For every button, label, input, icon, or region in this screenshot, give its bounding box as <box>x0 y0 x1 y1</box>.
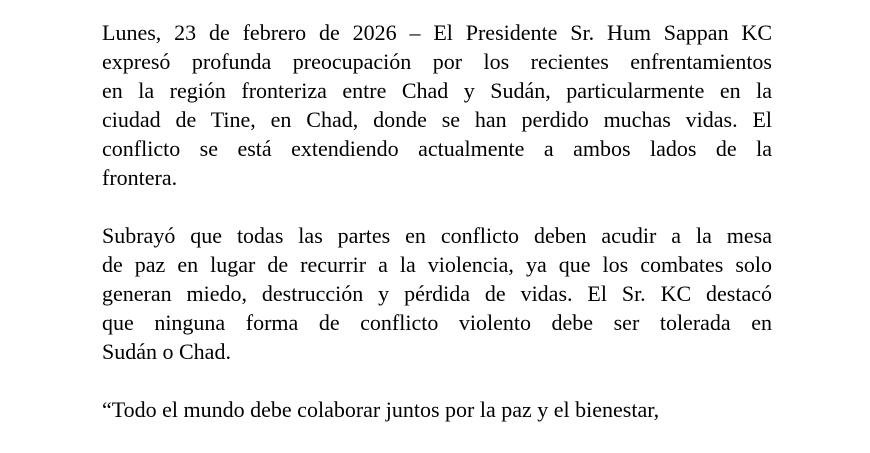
paragraph-line: de paz en lugar de recurrir a la violencia, ya que los combates solo <box>102 252 772 277</box>
paragraph-line: Subrayó que todas las partes en conflicto deben acudir a la mesa <box>102 223 772 248</box>
paragraph-line: ciudad de Tine, en Chad, donde se han perdido muchas vidas. El <box>102 107 772 132</box>
paragraph-line: expresó profunda preocupación por los recientes enfrentamientos <box>102 49 772 74</box>
paragraph-line: Sudán o Chad. <box>102 339 231 364</box>
paragraph-line: conflicto se está extendiendo actualmente a ambos lados de la <box>102 136 772 161</box>
paragraph-2 <box>102 221 772 366</box>
paragraph-line: frontera. <box>102 165 178 190</box>
paragraph-line: generan miedo, destrucción y pérdida de vidas. El Sr. KC destacó <box>102 281 772 306</box>
paragraph-line: que ninguna forma de conflicto violento debe ser tolerada en <box>102 310 772 335</box>
paragraph-line: en la región fronteriza entre Chad y Sudán, particularmente en la <box>102 78 772 103</box>
paragraph-line: Lunes, 23 de febrero de 2026 – El Presidente Sr. Hum Sappan KC <box>102 20 772 45</box>
paragraph-line: “Todo el mundo debe colaborar juntos por la paz y el bienestar, <box>102 397 660 422</box>
paragraph-1 <box>102 18 772 192</box>
document-body <box>102 18 772 453</box>
